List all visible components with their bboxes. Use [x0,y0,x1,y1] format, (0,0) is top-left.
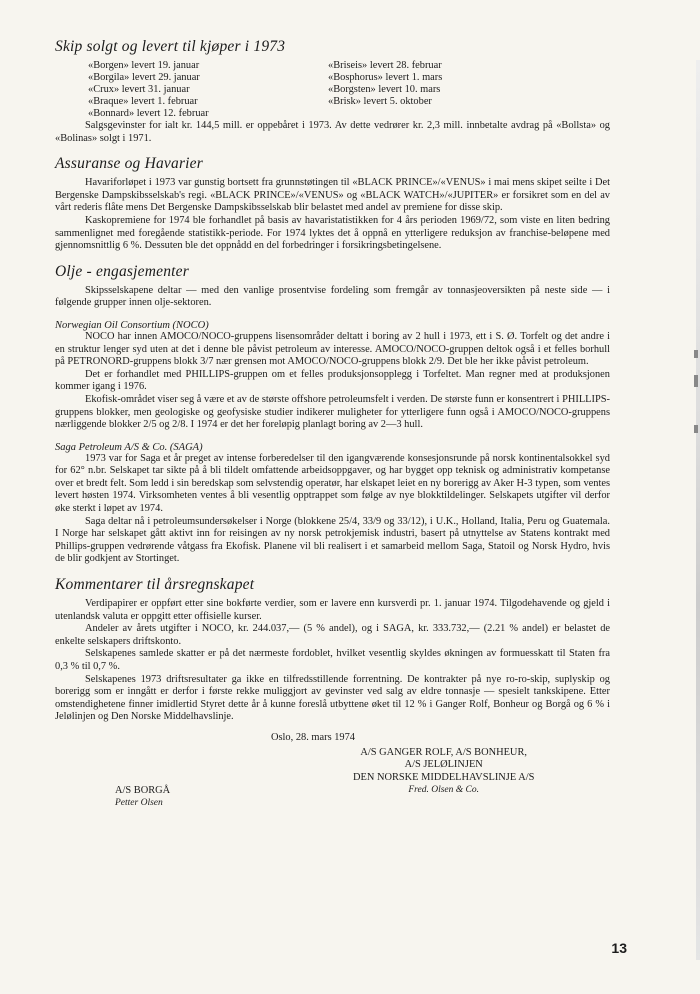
paragraph: Verdipapirer er oppført etter sine bokførte verdier, som er lavere enn kursverdi pr. 1. januar 1974. Tilgodehavende og gjeld i utenlandsk valuta er oppgitt etter offisielle kurser. [55,598,610,622]
section-heading-sold: Skip solgt og levert til kjøper i 1973 [55,38,286,55]
signature-left [115,785,170,810]
vessel-list [88,60,610,120]
paragraph: Selskapenes samlede skatter er på det nærmeste fordoblet, hvilket vesentlig skyldes økningen av formuesskatt til Staten fra 0,3 % til 0,7 %. [55,648,610,672]
list-item: «Borgen» levert 19. januar [88,60,200,71]
subheading-saga: Saga Petroleum A/S & Co. (SAGA) [55,441,203,453]
paragraph: Selskapenes 1973 driftsresultater ga ikke en tilfredsstillende forrentning. De kontrakter på nye ro-ro-skip, suplyskip og borerigg som er inngått er derfor i første rekke muliggjort av gevinster ved salg av eldre tonnasje — spesielt tankskipene. Etter omstendighetene finner imidlertid Styret dette år å kunne foreslå utbyttene øket til 12 % i Ganger Rolf, Bonheur og Borgå og 6 % i Jelølinjen og Den Norske Middelhavslinje. [55,673,610,723]
signatory-name: Fred. Olsen & Co. [408,785,479,796]
list-item: «Briseis» levert 28. februar [328,60,442,71]
place-date: Oslo, 28. mars 1974 [271,731,355,743]
paragraph: Kaskopremiene for 1974 ble forhandlet på basis av havaristatistikken for 4 års perioden 1969/72, som viste en liten bedring sammenlignet med foregående statistikk-periode. For 1974 lyktes det å oppnå en ytterligere reduksjon av franchise-beløpene med gjennomsnittlig 6 %. Dessuten ble det oppnådd en del forbedringer i forsikringsbetingelsene. [55,214,610,252]
signatory-name: Petter Olsen [115,798,163,809]
paragraph: NOCO har innen AMOCO/NOCO-gruppens lisensområder deltatt i boring av 2 hull i 1973, ett i S. Ø. Torfelt og det andre i en struktur lenger syd uten at det i denne ble påvist petroleum av interesse. AMOCO/NOCO-gruppen deltok også i et felles borhull på PETRONORD-gruppens blokk 3/7 nær grensen mot AMOCO/NOCO-gruppens blokk 2/9. Det ble her ikke påvist petroleum. [55,330,610,368]
paragraph: Ekofisk-området viser seg å være et av de største offshore petroleumsfelt i verden. De største funn er konsentrert i PHILLIPS-gruppens blokker, men geologiske og geofysiske studier indikerer muligheter for ytterligere funn også i AMOCO/NOCO-gruppens nærliggende blokker 2/5 og 2/8. I 1974 er det her foreløpig planlagt boring av 2—3 hull. [55,393,610,431]
list-item: «Brisk» levert 5. oktober [328,96,432,107]
section-heading-insurance: Assuranse og Havarier [55,155,203,173]
list-item: «Braque» levert 1. februar [88,96,198,107]
signature-block [55,747,610,807]
page-edge [696,60,700,960]
section-oil [55,263,610,566]
paragraph: Havariforløpet i 1973 var gunstig bortsett fra grunnstøtingen til «BLACK PRINCE»/«VENUS» i mai mens skipet seilte i Det Bergenske Dampskibsselskab's regi. «BLACK PRINCE»/«VENUS» og «BLACK WATCH»/«JUPITER» er forsikret som en del av vårt rederis flåte mens Det Bergenske Dampskibsselskab blir belastet med andel av premiene for disse skip. [55,177,610,214]
paragraph: Det er forhandlet med PHILLIPS-gruppen om et felles produksjonsopplegg i Torfeltet. Man regner med at produksjonen kommer igang i 1976. [55,368,610,393]
paragraph: Salgsgevinster for ialt kr. 144,5 mill. er oppebåret i 1973. Av dette vedrører kr. 2,3 mill. innbetalte avdrag på «Bollsta» og «Bolinas» solgt i 1971. [55,120,610,144]
signature-right [353,747,534,797]
vessel-list-left [88,60,328,120]
paragraph: 1973 var for Saga et år preget av intense forberedelser til den igangværende konsesjonsrunde på norsk kontinentalsokkel syd for 62° n.br. Selskapet tar sikte på å bli tildelt omfattende arbeidsoppgaver, og har bygget opp teknisk og administrativ kompetanse over et bredt felt. Som ledd i sin beredskap som selvstendig operatør, har elskapet leiet en ny borerigg av Aker H-3 typen, som ventes levert høsten 1974. Virksomheten ventes å bli vesentlig opptrappet som følge av nye blokktildelinger. Selskapets utgifter vil derfor øke sterkt i løpet av 1974. [55,452,610,515]
paragraph: Skipsselskapene deltar — med den vanlige prosentvise fordeling som fremgår av tonnasjeoversikten på neste side — i følgende grupper innen olje-sektoren. [55,284,610,309]
section-insurance [55,155,610,253]
list-item: «Bonnard» levert 12. februar [88,108,209,119]
list-item: «Borgila» levert 29. januar [88,72,200,83]
section-heading-comments: Kommentarer til årsregnskapet [55,576,255,594]
signatory-company: A/S BORGÅ [115,784,171,796]
signatory-line: A/S GANGER ROLF, A/S BONHEUR, [360,746,527,758]
list-item: «Borgsten» levert 10. mars [328,84,441,95]
subheading-noco: Norwegian Oil Consortium (NOCO) [55,319,209,331]
section-comments [55,576,610,724]
document-page [55,38,610,807]
list-item: «Crux» levert 31. januar [88,84,190,95]
edge-mark [694,425,698,433]
signatory-line: A/S JELØLINJEN [404,759,483,771]
paragraph: Andeler av årets utgifter i NOCO, kr. 244.037,— (5 % andel), og i SAGA, kr. 333.732,— (2.21 % andel) er belastet de enkelte selskapers driftskonto. [55,623,610,647]
section-heading-oil: Olje - engasjementer [55,262,189,280]
paragraph: Saga deltar nå i petroleumsundersøkelser i Norge (blokkene 25/4, 33/9 og 33/12), i U.K., Holland, Italia, Peru og Guatemala. I Norge har selskapet gått aktivt inn for reisingen av ny norsk petrokjemisk industri, basert på utnyttelse av Statens kontrakt med Phillips-gruppen vedrørende våtgass fra Ekofisk. Planene vil bli realisert i et samarbeid mellom Saga, Statoil og Norsk Hydro, hvis de blir godkjent av Stortinget. [55,515,610,565]
signatory-line: DEN NORSKE MIDDELHAVSLINJE A/S [353,771,535,783]
list-item: «Bosphorus» levert 1. mars [328,72,443,83]
page-number: 13 [611,940,627,956]
vessel-list-right [328,60,573,120]
edge-mark [694,375,698,387]
edge-mark [694,350,698,358]
